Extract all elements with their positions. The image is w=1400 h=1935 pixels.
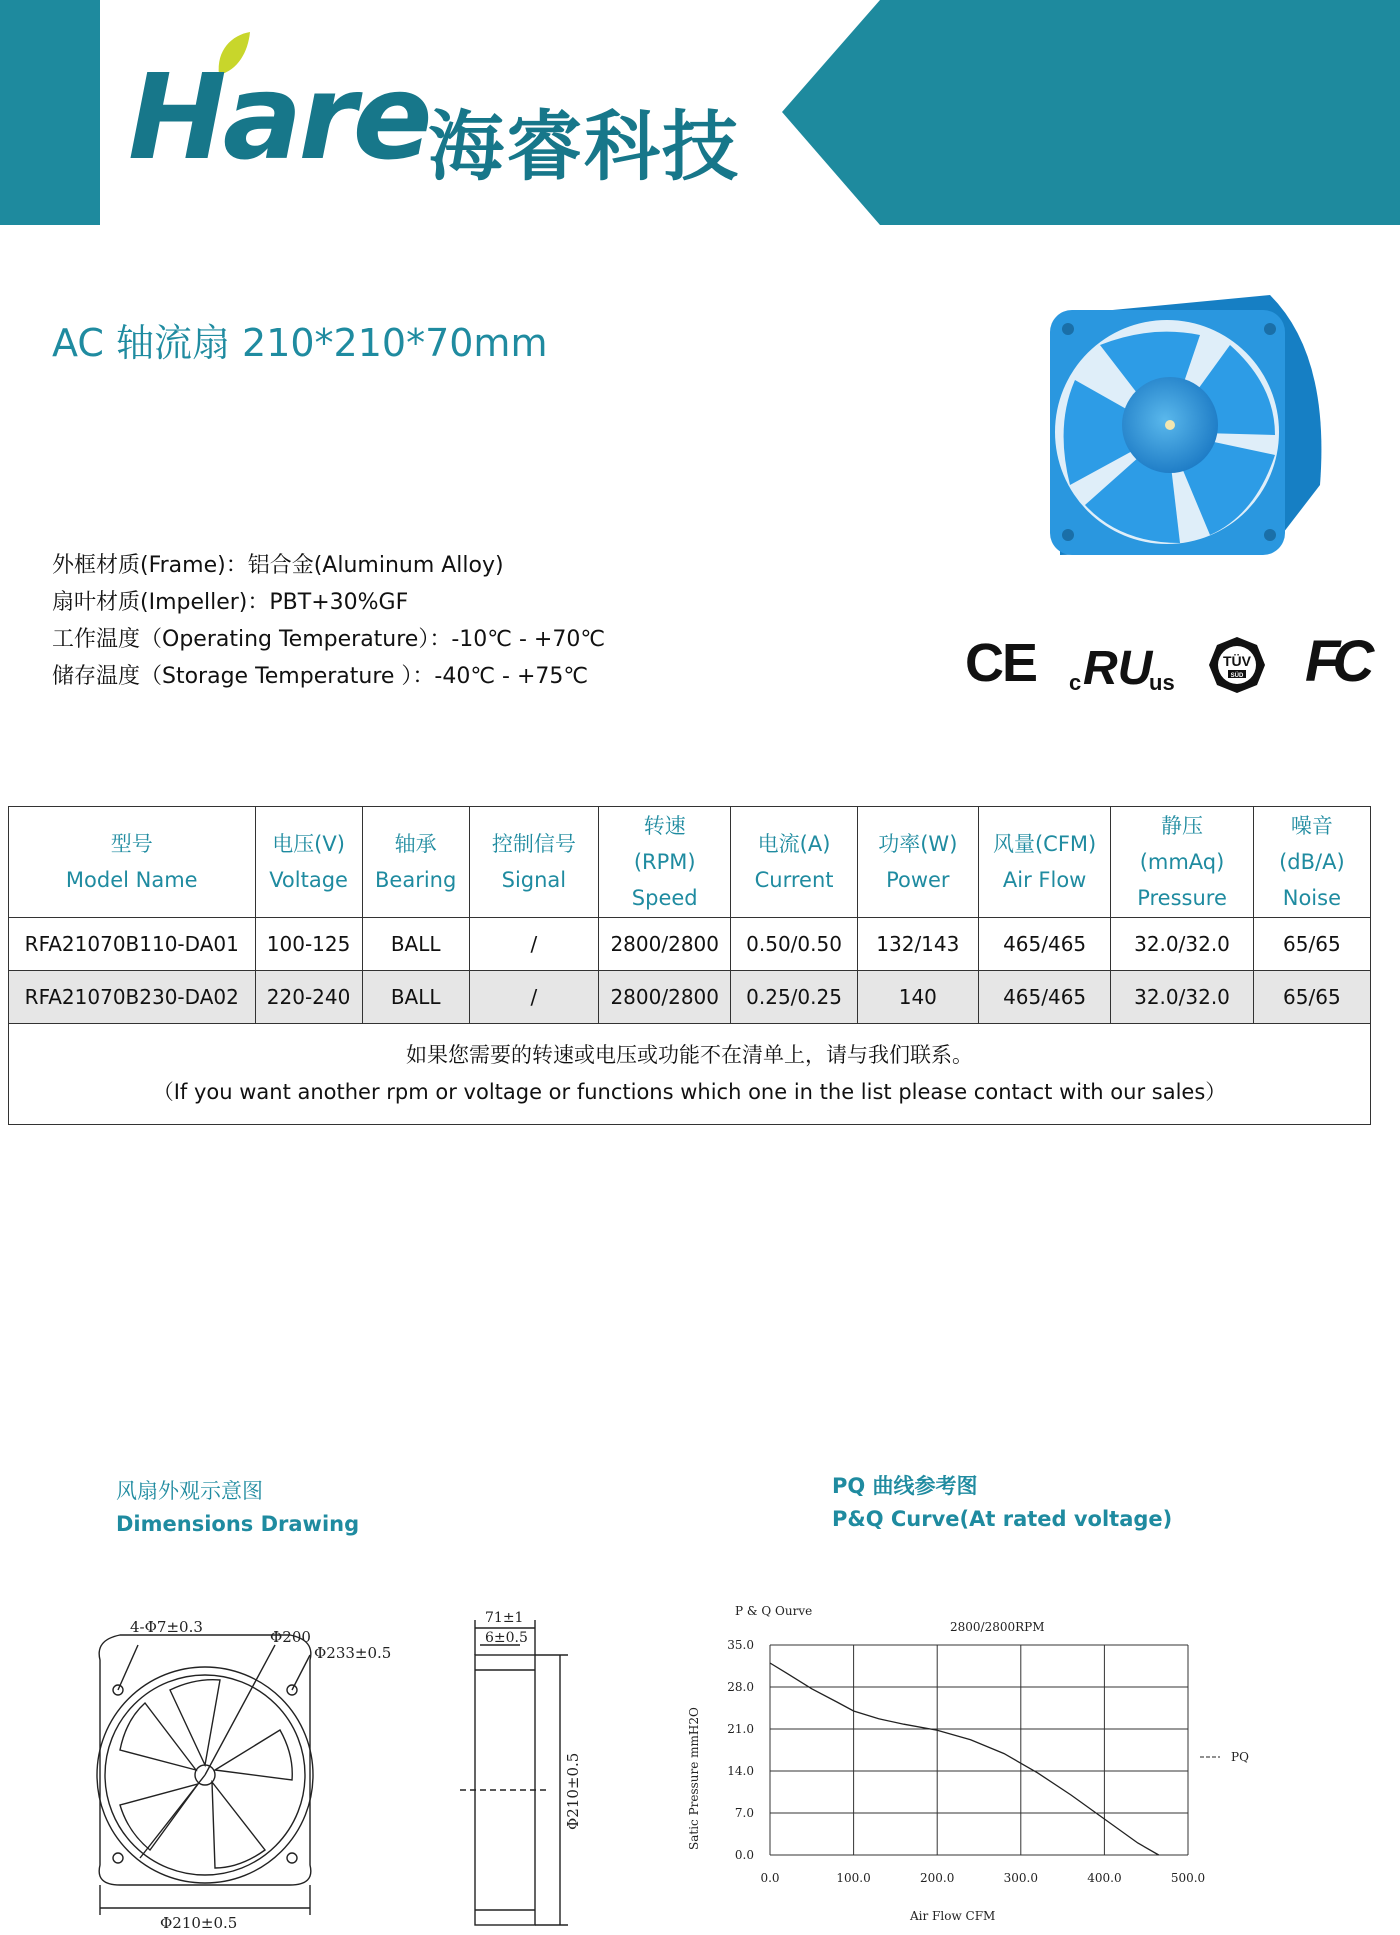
chart-xlabel: Air Flow CFM [910, 1909, 996, 1923]
tuv-mark-icon [1207, 635, 1267, 695]
cell-current: 0.50/0.50 [731, 918, 857, 971]
cell-signal: / [469, 971, 598, 1024]
header-pressure: 静压 (mmAq) Pressure [1111, 807, 1253, 918]
dim-depth-label: 71±1 [485, 1610, 524, 1626]
header-power: 功率(W) Power [857, 807, 978, 918]
x-tick-label: 500.0 [1170, 1871, 1206, 1885]
y-tick-label: 21.0 [727, 1722, 754, 1736]
header-bearing: 轴承 Bearing [362, 807, 469, 918]
pq-title-cn: PQ 曲线参考图 [832, 1474, 978, 1498]
note-chinese: 如果您需要的转速或电压或功能不在清单上，请与我们联系。 [406, 1043, 973, 1067]
y-tick-label: 28.0 [727, 1680, 754, 1694]
chart-ylabel: Satic Pressure mmH2O [687, 1707, 701, 1850]
header-airflow: 风量(CFM) Air Flow [978, 807, 1110, 918]
dimensions-title-en: Dimensions Drawing [116, 1512, 360, 1536]
chart-subtitle: 2800/2800RPM [950, 1620, 1045, 1634]
spec-operating-temp: 工作温度（Operating Temperature）：-10℃ - +70℃ [52, 627, 606, 652]
header-noise: 噪音 (dB/A) Noise [1253, 807, 1370, 918]
brand-logo-text: Hare [128, 48, 429, 186]
spec-table [8, 806, 1371, 1125]
header-speed: 转速 (RPM) Speed [599, 807, 731, 918]
table-note [9, 1024, 1371, 1125]
cell-current: 0.25/0.25 [731, 971, 857, 1024]
y-tick-label: 0.0 [734, 1848, 754, 1862]
ce-mark-icon: CE [965, 633, 1037, 693]
ul-mark-icon [1069, 638, 1179, 694]
cell-bearing: BALL [362, 918, 469, 971]
cell-voltage: 220-240 [255, 971, 362, 1024]
cell-power: 140 [857, 971, 978, 1024]
svg-text:RU: RU [1083, 642, 1153, 694]
fcc-mark-icon: FC [1305, 629, 1367, 694]
pq-curve-chart [675, 1595, 1275, 1925]
table-row [9, 918, 1371, 971]
fan-product-image [1030, 285, 1330, 575]
cell-voltage: 100-125 [255, 918, 362, 971]
cell-speed: 2800/2800 [599, 918, 731, 971]
pq-series-line [770, 1663, 1159, 1855]
x-tick-label: 400.0 [1087, 1871, 1122, 1885]
table-row [9, 971, 1371, 1024]
legend-label: PQ [1231, 1750, 1249, 1764]
cell-speed: 2800/2800 [599, 971, 731, 1024]
cell-signal: / [469, 918, 598, 971]
dim-d233-label: Φ233±0.5 [314, 1644, 392, 1662]
table-note-row [9, 1024, 1371, 1125]
header-voltage: 电压(V) Voltage [255, 807, 362, 918]
spec-storage-temp: 储存温度（Storage Temperature ）：-40℃ - +75℃ [52, 664, 589, 689]
dim-height-label: Φ210±0.5 [564, 1752, 582, 1830]
spec-impeller: 扇叶材质(Impeller)：PBT+30%GF [52, 590, 409, 615]
svg-text:SÜD: SÜD [1230, 673, 1244, 679]
certification-logos [965, 629, 1367, 700]
x-tick-label: 300.0 [1003, 1871, 1038, 1885]
product-title: AC 轴流扇 210*210*70mm [52, 321, 548, 365]
cell-noise: 65/65 [1253, 971, 1370, 1024]
dim-d200-label: Φ200 [270, 1628, 311, 1646]
header-signal: 控制信号 Signal [469, 807, 598, 918]
header-model: 型号 Model Name [9, 807, 256, 918]
x-tick-label: 100.0 [836, 1871, 871, 1885]
cell-bearing: BALL [362, 971, 469, 1024]
cell-model: RFA21070B230-DA02 [9, 971, 256, 1024]
svg-text:TÜV: TÜV [1223, 653, 1251, 669]
cell-power: 132/143 [857, 918, 978, 971]
header-banner [0, 0, 1400, 225]
table-header-row [9, 807, 1371, 918]
x-tick-label: 200.0 [920, 1871, 955, 1885]
cell-pressure: 32.0/32.0 [1111, 918, 1253, 971]
cell-airflow: 465/465 [978, 918, 1110, 971]
y-tick-label: 14.0 [727, 1764, 754, 1778]
dim-holes-label: 4-Φ7±0.3 [130, 1618, 203, 1636]
svg-text:c: c [1069, 670, 1082, 694]
note-english: （If you want another rpm or voltage or functions which one in the list please contact with our sales） [152, 1080, 1227, 1104]
y-tick-label: 7.0 [734, 1806, 754, 1820]
cell-noise: 65/65 [1253, 918, 1370, 971]
chart-title: P & Q Ourve [735, 1604, 813, 1618]
svg-text:us: us [1149, 670, 1175, 694]
dim-width-label: Φ210±0.5 [160, 1914, 238, 1930]
y-tick-label: 35.0 [727, 1638, 754, 1652]
cell-pressure: 32.0/32.0 [1111, 971, 1253, 1024]
dimensions-drawing [80, 1600, 640, 1930]
header-current: 电流(A) Current [731, 807, 857, 918]
x-tick-label: 0.0 [760, 1871, 780, 1885]
spec-frame: 外框材质(Frame)：铝合金(Aluminum Alloy) [52, 553, 504, 578]
dim-frame-depth-label: 6±0.5 [485, 1630, 528, 1646]
dimensions-title-cn: 风扇外观示意图 [116, 1479, 263, 1503]
pq-title-en: P&Q Curve(At rated voltage) [832, 1507, 1173, 1531]
cell-model: RFA21070B110-DA01 [9, 918, 256, 971]
brand-chinese-name: 海睿科技 [428, 102, 740, 191]
cell-airflow: 465/465 [978, 971, 1110, 1024]
